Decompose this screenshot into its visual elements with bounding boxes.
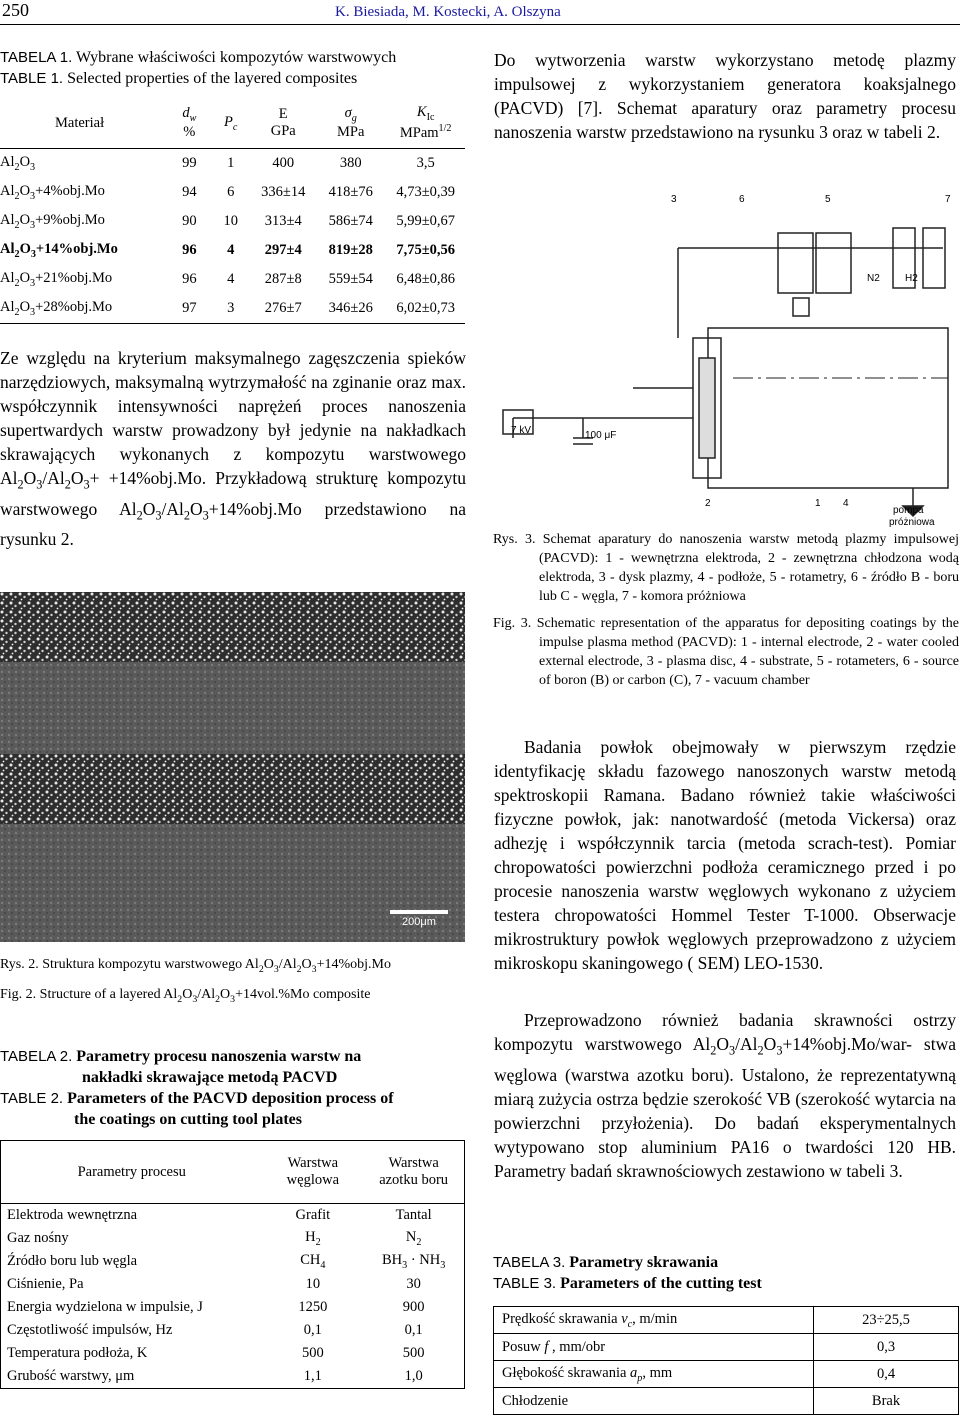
label-7: 7 [945,194,951,205]
page-number: 250 [2,0,29,20]
value-cell: 3,5 [386,149,465,179]
value-cell: 380 [315,149,386,179]
material-cell: $Al_2O_3+9\%obj.Mo$ [0,212,105,231]
table-row: Grubość warstwy, μm 1,1 1,0 [7,1368,423,1384]
value-cell: 7,75±0,56 [396,242,456,258]
value-cell: 4 [227,271,235,287]
label-4: 4 [843,498,849,509]
running-head: K. Biesiada, M. Kostecki, A. Olszyna [335,4,561,20]
table-row [0,265,465,294]
value-cell: 4,73±0,39 [396,184,456,200]
table-row: Ciśnienie, Pa 10 30 [7,1276,421,1292]
table2 [0,1140,465,1389]
table-row [0,207,465,236]
material-cell: $Al_2O_3+4\%obj.Mo$ [0,183,105,202]
value-cell: 400 [251,149,315,179]
paragraph-right-3: Przeprowadzono również badania skrawności ostrzy kompozytu warstwowego $Al_2O_3/Al_2O_3+14\%obj.Mo/war-$ stwa węglowa (warstwa azotku boru). Ustalono, że reprezentatywną miarą zużycia ostrza będzie szerokość VB (szerokość wytarcia na powierzchni przyłożenia). Do badań eksperymentalnych wytypowano stop aluminium PA16 o twardości 120 HB. Parametry badań skrawnościowych zestawiono w tabeli 3. [494,1010,956,1181]
value-cell: 3 [210,294,251,324]
table-row: Głębokość skrawania $a_p$, mm 0,4 [494,1361,959,1388]
label-2: 2 [705,498,711,509]
table-row: Źródło boru lub węgla $CH_4$ $BH_3 \cdot NH_3$ [7,1252,446,1271]
table1-caption: TABELA 1. Wybrane właściwości kompozytów warstwowych TABLE 1. Selected properties of the layered composites [0,49,397,87]
table2-caption: TABELA 2. Parametry procesu nanoszenia warstw na nakładki skrawające metodą PACVD TABLE 2. Parameters of the PACVD deposition process of the coatings on cutting tool plates [0,1048,394,1128]
paragraph-right-1: Do wytworzenia warstw wykorzystano metodę plazmy impulsowej z wykorzystaniem generatora koaksjalnego (PACVD) [7]. Schemat aparatury oraz parametry procesu nanoszenia warstw przedstawiono na rysunku 3 oraz w tabeli 2. [494,50,956,142]
value-cell: 4 [227,242,235,258]
material-cell: $Al_2O_3+21\%obj.Mo$ [0,270,113,289]
table1-header-row: Materiał $d_w$ % $P_c$ E GPa $\sigma_g$ MPa $K_{Ic}$ MPam$^{1/2}$ [0,98,465,149]
table-row: Częstotliwość impulsów, Hz 0,1 0,1 [7,1322,423,1338]
micrograph-image [0,592,465,942]
value-cell: 287±8 [264,271,302,287]
value-cell: 276±7 [251,294,315,324]
value-cell: 6 [227,184,235,200]
table-row: Gaz nośny $H_2$ $N_2$ [7,1229,422,1248]
table-row [0,294,465,324]
label-kv: 7 kV [511,425,532,436]
label-1: 1 [815,498,821,509]
value-cell: 559±54 [328,271,373,287]
table-row: Energia wydzielona w impulsie, J 1250 900 [7,1299,425,1315]
value-cell: 90 [182,213,197,229]
page-header [0,0,960,25]
table2-header-row: Parametry procesu Warstwa węglowa Warstwa azotku boru [1,1141,465,1204]
value-cell: 819±28 [328,242,373,258]
apparatus-schematic [493,188,959,528]
paragraph-right-2: Badania powłok obejmowały w pierwszym rzędzie identyfikację składu fazowego nanoszonych warstw metodą spektroskopii Ramana. Badano również takie właściwości fizyczne powłok, jak: nanotwardość (metoda Vickersa) oraz adhezję i współczynnik tarcia (metoda scrach-test). Pomiar chropowatości powierzchni podłoża ceramicznego przed i po procesie nanoszenia warstw węglowych wykonano z użyciem testera chropowatości Hommel Tester T-1000. Obserwacje mikrostruktury powłok węglowych przeprowadzono z użyciem mikroskopu skaningowego ( SEM) LEO-1530. [494,737,956,973]
fig2-caption: Rys. 2. Struktura kompozytu warstwowego $Al_2O_3/Al_2O_3+14\%obj.Mo$ Fig. 2. Structure of a layered $Al_2O_3/Al_2O_3+14vol.\%Mo$ composite [0,957,391,1005]
table-row [0,236,465,265]
value-cell: 96 [182,271,197,287]
label-n2: N2 [867,273,880,284]
label-uf: 100 μF [585,430,617,441]
paragraph-left-1: Ze względu na kryterium maksymalnego zagęszczenia spieków narzędziowych, maksymalną wytrzymałość na zginanie oraz max. współczynnik intensywności naprężeń proces nanoszenia supertwardych warstw prowadzony był jedynie na nakładkach skrawających wykonanych z kompozytu warstwowego $Al_2O_3/Al_2O_3+ +14\%obj.Mo$. Przykładową strukturę kompozytu warstwowego $Al_2O_3/Al_2O_3+14\%obj.Mo$ przedstawiono na rysunku 2. [0,348,466,549]
table1 [0,98,465,324]
material-cell: $Al_2O_3$ [0,149,169,179]
value-cell: 5,99±0,67 [396,213,456,229]
value-cell: 99 [169,149,210,179]
label-pump2: próżniowa [889,517,935,528]
apparatus-svg [493,188,959,528]
value-cell: 10 [223,213,238,229]
table-row: Posuw f , mm/obr 0,3 [494,1334,959,1361]
value-cell: 1 [210,149,251,179]
material-cell: $Al_2O_3+28\%obj.Mo$ [0,294,169,324]
label-6: 6 [739,194,745,205]
scale-bar-label: 200μm [402,916,436,928]
value-cell: 6,02±0,73 [386,294,465,324]
value-cell: 94 [182,184,197,200]
value-cell: 96 [182,242,197,258]
label-pump: pompa [893,505,924,516]
table-row [0,178,465,207]
table3 [493,1306,959,1415]
table3-caption: TABELA 3. Parametry skrawania TABLE 3. Parameters of the cutting test [493,1254,762,1292]
micrograph-svg [0,592,465,942]
table-row: Chłodzenie Brak [494,1388,959,1415]
table-row [0,149,465,179]
value-cell: 586±74 [328,213,373,229]
value-cell: 313±4 [264,213,302,229]
value-cell: 97 [169,294,210,324]
label-h2: H2 [905,273,918,284]
value-cell: 418±76 [328,184,373,200]
value-cell: 336±14 [261,184,306,200]
value-cell: 297±4 [264,242,302,258]
value-cell: 6,48±0,86 [396,271,456,287]
table-row: Temperatura podłoża, K 500 500 [7,1345,425,1361]
material-cell: $Al_2O_3+14\%obj.Mo$ [0,241,118,260]
value-cell: 346±26 [315,294,386,324]
table-row: Elektroda wewnętrzna Grafit Tantal [7,1207,432,1223]
label-5: 5 [825,194,831,205]
table-row: Prędkość skrawania $v_c$, m/min 23÷25,5 [494,1307,959,1334]
label-3: 3 [671,194,677,205]
fig3-caption: Rys. 3. Schemat aparatury do nanoszenia warstw metodą plazmy impulsowej (PACVD): 1 - wewnętrzna elektroda, 2 - zewnętrzna chłodzona wodą elektroda, 3 - dysk plazmy, 4 - podłoże, 5 - rotametry, 6 - źródło B - boru lub C - węgla, 7 - komora próżniowa Fig. 3. Schematic representation of the apparatus for depositing coatings by the impulse plasma method (PACVD): 1 - internal electrode, 2 - water cooled external electrode, 3 - plasma disc, 4 - substrate, 5 - rotameters, 6 - source of boron (B) or carbon (C), 7 - vacuum chamber [493,532,959,688]
